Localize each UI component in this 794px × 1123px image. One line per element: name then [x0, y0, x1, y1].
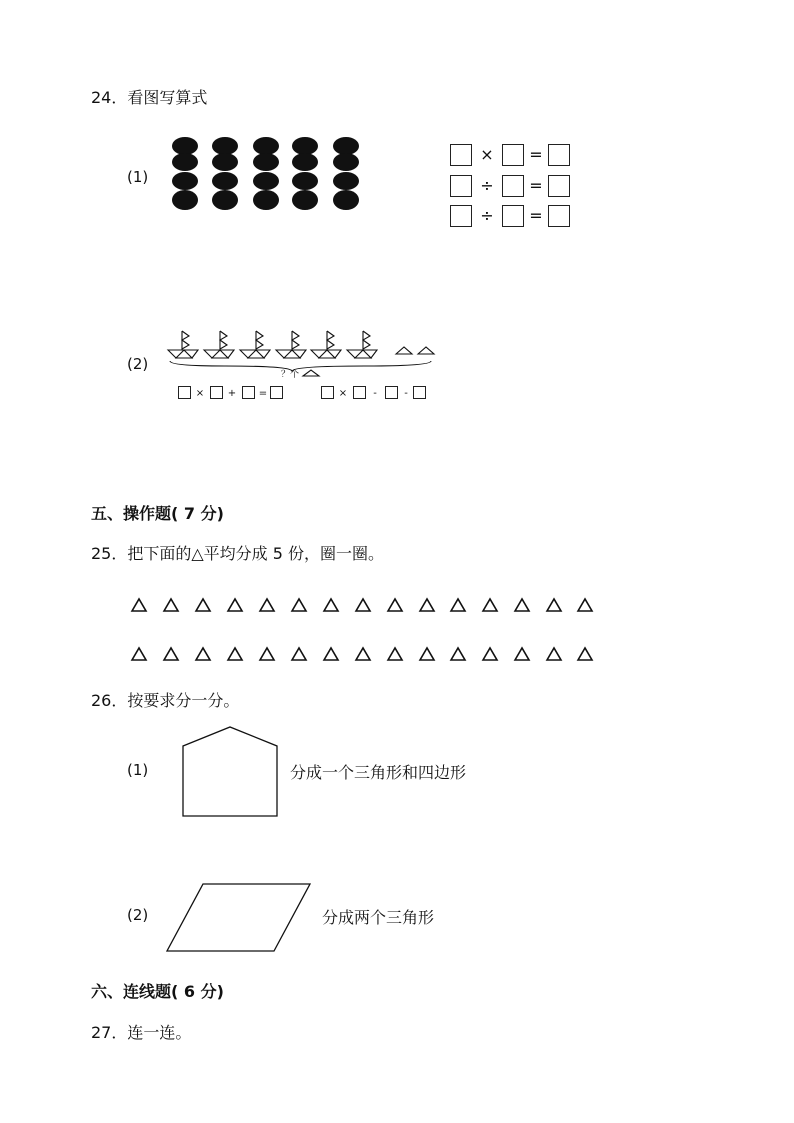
- answer-box[interactable]: [450, 144, 472, 166]
- q26-part1-label: (1): [127, 761, 149, 779]
- blob-column-3: [253, 137, 279, 210]
- blob-column-2: [212, 137, 238, 210]
- q26-title: 26．按要求分一分。: [91, 691, 240, 710]
- triangle-row-1: [132, 599, 592, 611]
- answer-box[interactable]: [502, 144, 524, 166]
- brace: [170, 361, 431, 371]
- divide-sign: ÷: [480, 206, 494, 225]
- answer-box[interactable]: [270, 386, 283, 399]
- parallelogram-shape: [166, 883, 312, 953]
- q26-part2-label: (2): [127, 906, 149, 924]
- flag-boat-2: [204, 331, 234, 358]
- answer-box[interactable]: [548, 144, 570, 166]
- equals-sign: =: [529, 206, 543, 225]
- answer-box[interactable]: [413, 386, 426, 399]
- answer-box[interactable]: [353, 386, 366, 399]
- answer-box[interactable]: [502, 175, 524, 197]
- q27-title: 27．连一连。: [91, 1023, 192, 1042]
- flag-boat-3: [240, 331, 270, 358]
- q26-part2-text: 分成两个三角形: [322, 908, 435, 927]
- extra-triangle: [396, 347, 412, 354]
- blob-column-1: [172, 137, 198, 210]
- brace-label: ？个: [281, 370, 300, 380]
- flag-boat-1: [168, 331, 198, 358]
- q25-triangle-grid: [130, 596, 595, 666]
- pentagon-shape: [182, 726, 278, 818]
- times-sign: ×: [338, 388, 348, 399]
- answer-box[interactable]: [210, 386, 223, 399]
- q24-part1-label: (1): [127, 168, 149, 186]
- q25-title: 25．把下面的△平均分成 5 份，圈一圈。: [91, 544, 385, 563]
- answer-box[interactable]: [450, 205, 472, 227]
- answer-box[interactable]: [548, 175, 570, 197]
- flag-boat-5: [311, 331, 341, 358]
- answer-box[interactable]: [385, 386, 398, 399]
- equals-sign: =: [529, 176, 543, 195]
- flag-boat-6: [347, 331, 377, 358]
- q24-part2-label: (2): [127, 355, 149, 373]
- times-sign: ×: [480, 145, 494, 164]
- blob-column-5: [333, 137, 359, 210]
- flag-boat-4: [276, 331, 306, 358]
- blob-column-4: [292, 137, 318, 210]
- q26-part1-text: 分成一个三角形和四边形: [290, 763, 467, 782]
- minus-sign: -: [404, 388, 408, 399]
- times-sign: ×: [195, 388, 205, 399]
- minus-sign: -: [373, 388, 377, 399]
- plus-sign: +: [227, 388, 237, 399]
- answer-box[interactable]: [548, 205, 570, 227]
- answer-box[interactable]: [321, 386, 334, 399]
- q24-flag-triangle-picture: [165, 328, 440, 383]
- extra-triangle: [418, 347, 434, 354]
- q24-title: 24．看图写算式: [91, 88, 208, 107]
- answer-box[interactable]: [502, 205, 524, 227]
- brace-triangle: [303, 370, 319, 376]
- triangle-row-2: [132, 648, 592, 660]
- equals-sign: =: [258, 388, 268, 399]
- q24-blob-picture: [165, 136, 365, 218]
- answer-box[interactable]: [178, 386, 191, 399]
- section5-title: 五、操作题( 7 分): [91, 504, 224, 523]
- equals-sign: =: [529, 145, 543, 164]
- answer-box[interactable]: [450, 175, 472, 197]
- section6-title: 六、连线题( 6 分): [91, 982, 224, 1001]
- answer-box[interactable]: [242, 386, 255, 399]
- divide-sign: ÷: [480, 176, 494, 195]
